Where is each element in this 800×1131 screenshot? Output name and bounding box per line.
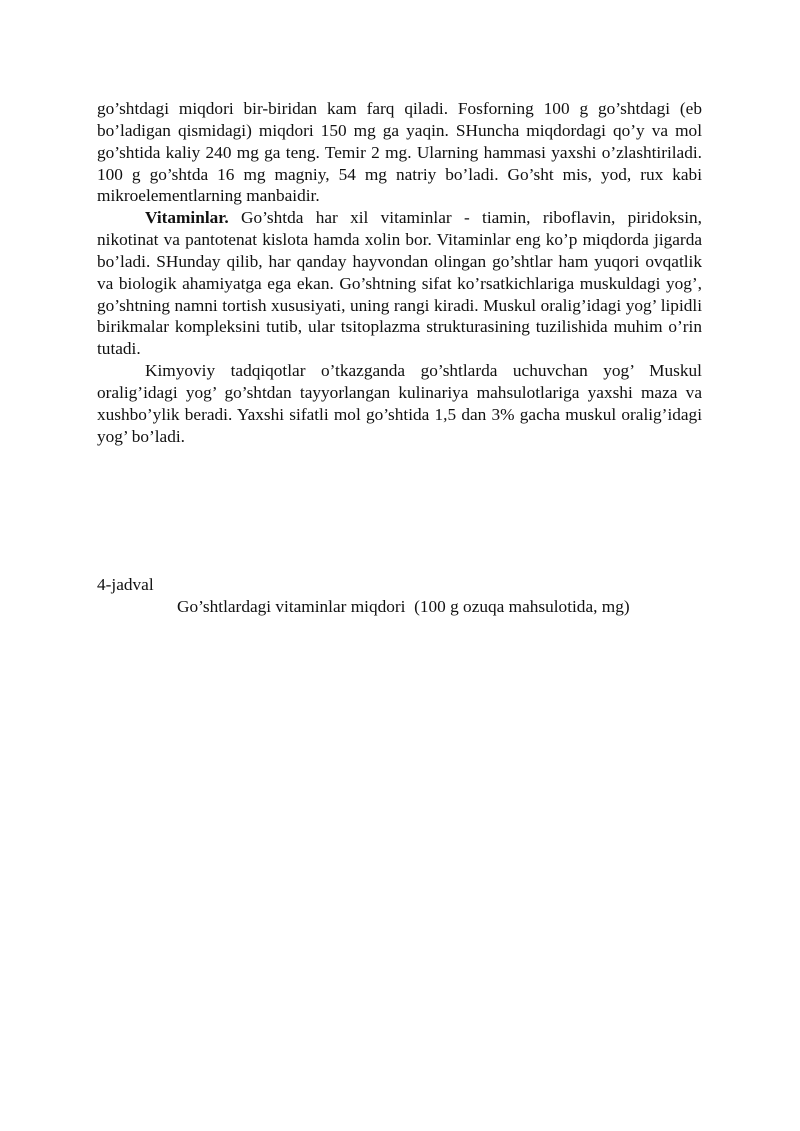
body-text [97, 98, 702, 448]
paragraph-vitamins [97, 207, 702, 360]
paragraph-minerals: go’shtdagi miqdori bir-biridan kam farq qiladi. Fosforning 100 g go’shtdagi (eb bo’ladigan qismidagi) miqdori 150 mg ga yaqin. SHuncha miqdordagi qo’y va mol go’shtida kaliy 240 mg ga teng. Temir 2 mg. Ularning hammasi yaxshi o’zlashtiriladi. 100 g go’shtda 16 mg magniy, 54 mg natriy bo’ladi. Go’sht mis, yod, rux kabi mikroelementlarning manbaidir. [97, 99, 702, 206]
vitamins-heading: Vitaminlar. [145, 208, 229, 228]
table-caption: Go’shtlardagi vitaminlar miqdori (100 g ozuqa mahsulotida, mg) [177, 597, 630, 616]
vitamins-text: Go’shtda har xil vitaminlar - tiamin, riboflavin, piridoksin, nikotinat va pantotenat kislota hamda xolin bor. Vitaminlar eng ko’p miqdorda jigarda bo’ladi. SHunday qilib, har qanday hayvondan olingan go’shtlar ham yuqori ovqatlik va biologik ahamiyatga ega ekan. Go’shtning sifat ko’rsatkichlariga muskuldagi yog’, go’shtning namni tortish xususiyati, uning rangi kiradi. Muskul oralig’idagi yog’ lipidli birikmalar kompleksini tutib, ular tsitoplazma strukturasining tuzilishida muhim o’rin tutadi. [97, 208, 702, 359]
table-label: 4-jadval [97, 575, 154, 594]
paragraph-fat: Kimyoviy tadqiqotlar o’tkazganda go’shtlarda uchuvchan yog’ Muskul oralig’idagi yog’ go’shtdan tayyorlangan kulinariya mahsulotlariga yaxshi maza va xushbo’ylik beradi. Yaxshi sifatli mol go’shtida 1,5 dan 3% gacha muskul oralig’idagi yog’ bo’ladi. [97, 361, 702, 446]
